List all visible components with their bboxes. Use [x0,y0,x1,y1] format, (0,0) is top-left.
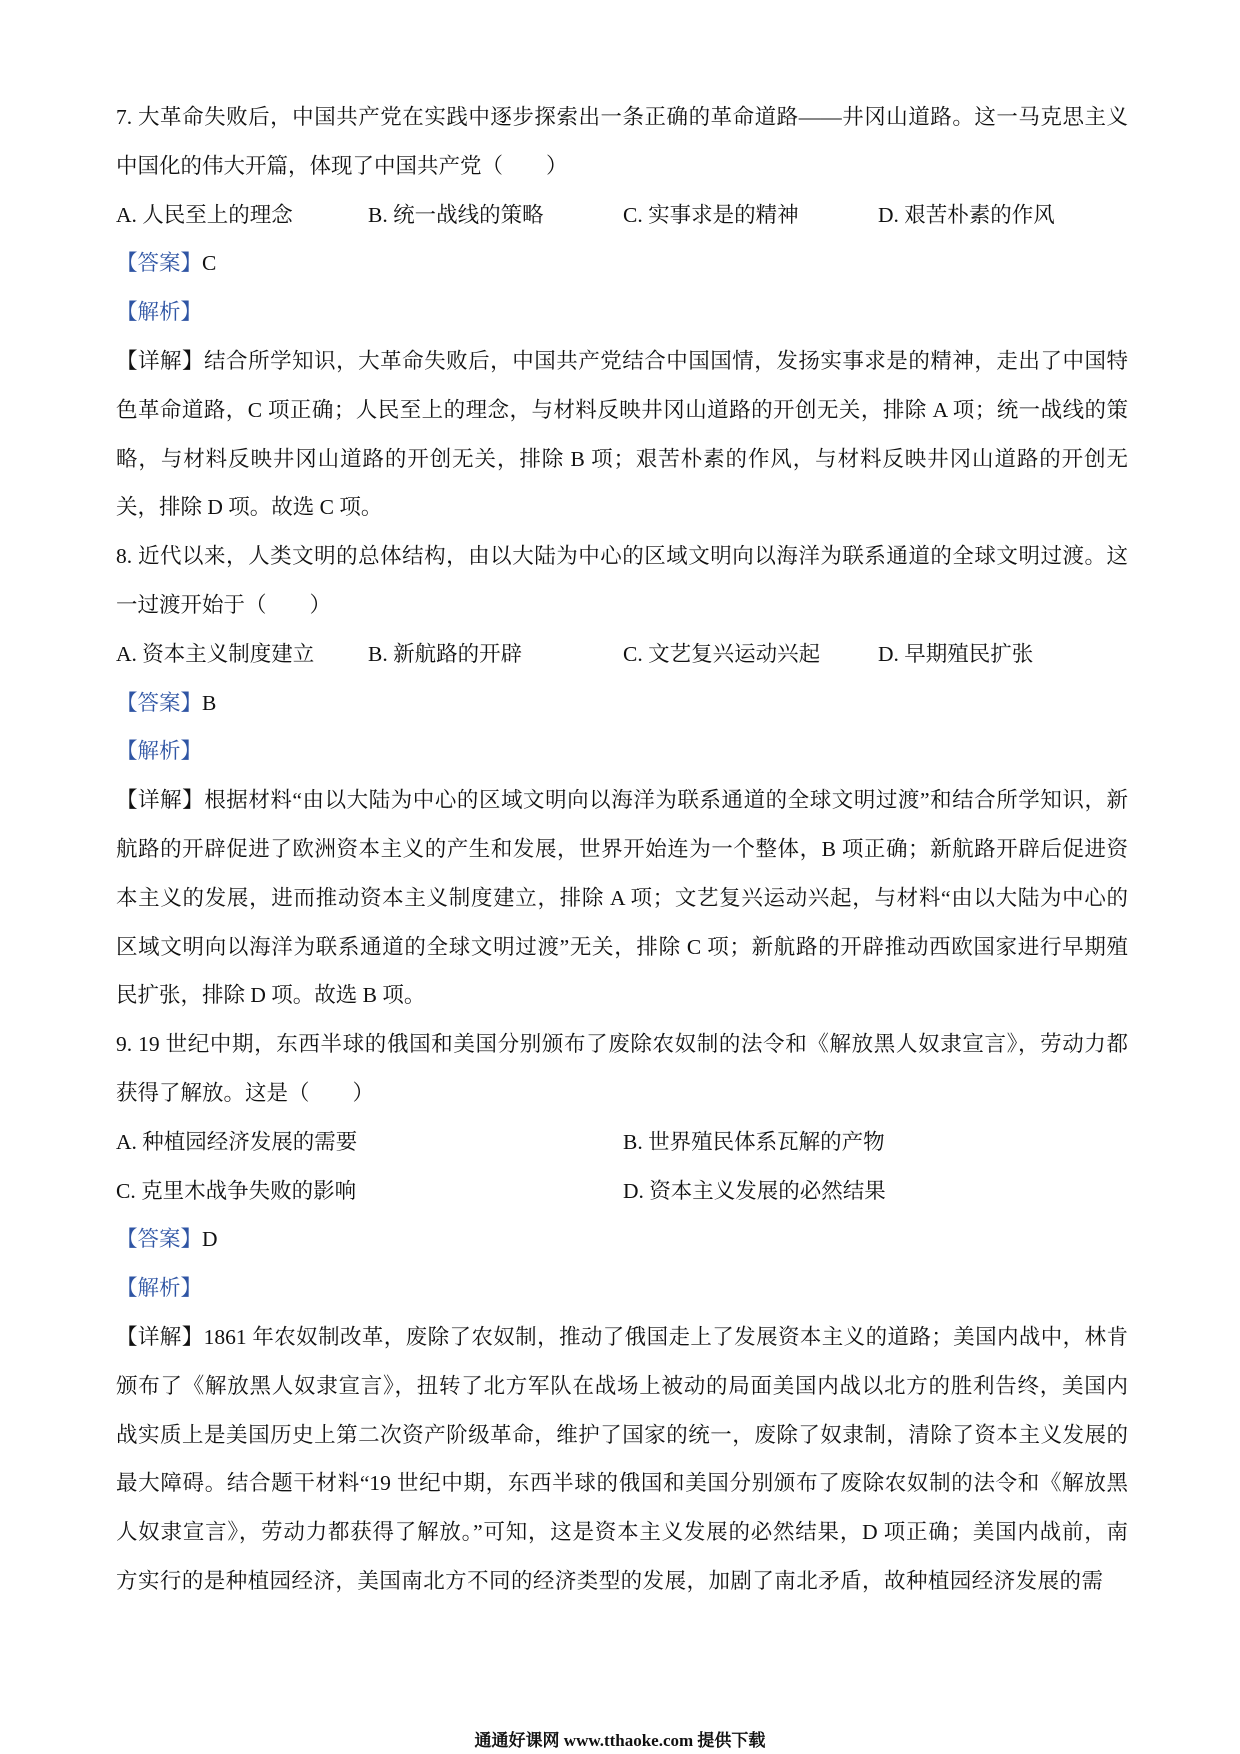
answer-line [116,239,1128,288]
detail-line: 区域文明向以海洋为联系通道的全球文明过渡”无关，排除 C 项；新航路的开辟推动西欧国家进行早期殖 [116,934,1128,959]
option-a: A. 种植园经济发展的需要 [116,1129,358,1154]
option-list [116,1118,1128,1216]
answer-line [116,679,1128,728]
detail-line [116,776,1128,825]
option-b: B. 世界殖民体系瓦解的产物 [623,1129,885,1154]
option-list [116,630,1128,679]
detail-line: 色革命道路，C 项正确；人民至上的理念，与材料反映井冈山道路的开创无关，排除 A 项；统一战线的策 [116,397,1128,422]
option-a: A. 人民至上的理念 [116,202,293,227]
option-c: C. 实事求是的精神 [623,202,799,227]
question-8 [116,532,1128,1020]
question-stem-line: 9. 19 世纪中期，东西半球的俄国和美国分别颁布了废除农奴制的法令和《解放黑人奴隶宣言》，劳动力都 [116,1032,1128,1057]
option-b: B. 新航路的开辟 [368,641,523,666]
detail-line: 本主义的发展，进而推动资本主义制度建立，排除 A 项；文艺复兴运动兴起，与材料“由以大陆为中心的 [116,885,1128,910]
question-stem-line: 获得了解放。这是（ ） [116,1080,375,1105]
option-d: D. 资本主义发展的必然结果 [623,1178,886,1203]
option-c: C. 克里木战争失败的影响 [116,1178,357,1203]
option-b: B. 统一战线的策略 [368,202,544,227]
detail-line: 关，排除 D 项。故选 C 项。 [116,495,383,520]
question-stem-line: 一过渡开始于（ ） [116,592,332,617]
option-c: C. 文艺复兴运动兴起 [623,641,821,666]
question-stem-line: 中国化的伟大开篇，体现了中国共产党（ ） [116,153,568,178]
detail-line [116,337,1128,386]
detail-line [116,1313,1128,1362]
answer-label: 【答案】 [116,251,203,276]
option-a: A. 资本主义制度建立 [116,641,315,666]
question-stem-line: 8. 近代以来，人类文明的总体结构，由以大陆为中心的区域文明向以海洋为联系通道的全球文明过渡。这 [116,544,1128,569]
question-7 [116,93,1128,532]
answer-label: 【答案】 [116,690,203,715]
answer-label: 【答案】 [116,1227,203,1252]
option-d: D. 艰苦朴素的作风 [878,202,1055,227]
question-stem-line: 7. 大革命失败后，中国共产党在实践中逐步探索出一条正确的革命道路——井冈山道路。这一马克思主义 [116,105,1128,129]
detail-line: 最大障碍。结合题干材料“19 世纪中期，东西半球的俄国和美国分别颁布了废除农奴制的法令和《解放黑 [116,1471,1128,1496]
footer-credit: 通通好课网 www.tthaoke.com 提供下载 [474,1731,766,1750]
detail-line: 颁布了《解放黑人奴隶宣言》，扭转了北方军队在战场上被动的局面美国内战以北方的胜利告终，美国内 [116,1373,1128,1398]
analysis-label: 【解析】 [116,1276,203,1301]
answer-value: D [202,1227,218,1252]
detail-line: 民扩张，排除 D 项。故选 B 项。 [116,983,426,1008]
detail-label: 【详解】 [116,1324,204,1349]
detail-label: 【详解】 [116,788,205,813]
detail-line: 略，与材料反映井冈山道路的开创无关，排除 B 项；艰苦朴素的作风，与材料反映井冈山道路的开创无 [116,446,1128,471]
detail-line: 航路的开辟促进了欧洲资本主义的产生和发展，世界开始连为一个整体，B 项正确；新航路开辟后促进资 [116,836,1128,861]
detail-line: 战实质上是美国历史上第二次资产阶级革命，维护了国家的统一，废除了奴隶制，清除了资本主义发展的 [116,1422,1128,1447]
analysis-label: 【解析】 [116,300,203,325]
option-d: D. 早期殖民扩张 [878,641,1034,666]
option-list [116,191,1128,240]
answer-value: B [202,690,217,715]
analysis-label: 【解析】 [116,739,203,764]
detail-text: 根据材料“由以大陆为中心的区域文明向以海洋为联系通道的全球文明过渡”和结合所学知识，新 [204,788,1128,813]
answer-line [116,1215,1128,1264]
answer-value: C [202,251,217,276]
detail-text: 结合所学知识，大革命失败后，中国共产党结合中国国情，发扬实事求是的精神，走出了中国特 [204,348,1128,373]
question-9 [116,1020,1128,1606]
questions-content [116,93,1128,1606]
detail-line: 人奴隶宣言》，劳动力都获得了解放。”可知，这是资本主义发展的必然结果，D 项正确；美国内战前，南 [116,1520,1128,1545]
detail-label: 【详解】 [116,348,205,373]
detail-line: 方实行的是种植园经济，美国南北方不同的经济类型的发展，加剧了南北矛盾，故种植园经济发展的需 [116,1568,1103,1593]
detail-text: 1861 年农奴制改革，废除了农奴制，推动了俄国走上了发展资本主义的道路；美国内战中，林肯 [203,1324,1128,1349]
